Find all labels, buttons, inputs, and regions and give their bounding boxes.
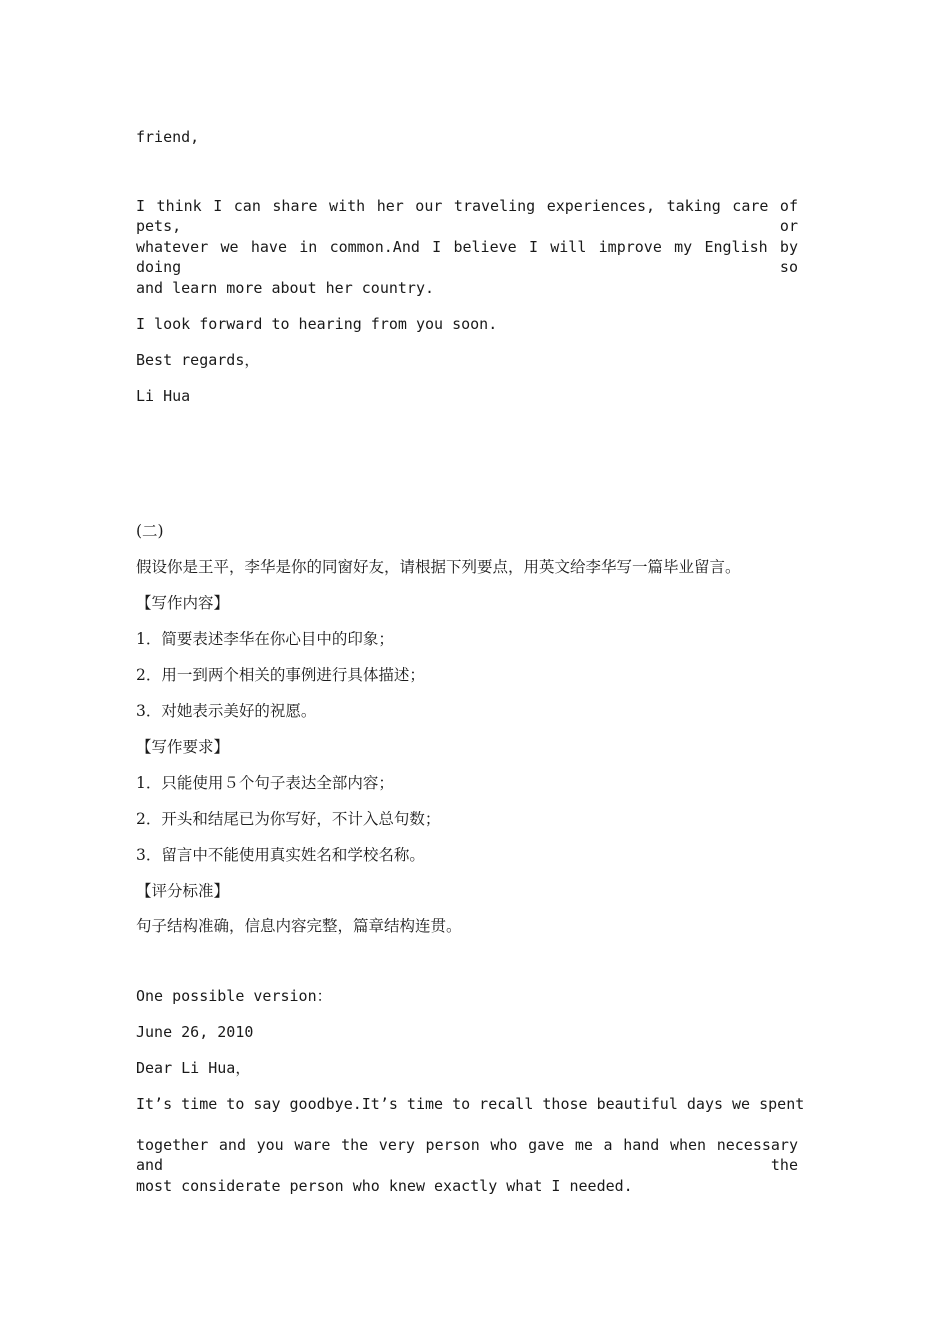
letter-greeting: Dear Li Hua， — [136, 1059, 251, 1077]
content-item: 2．用一到两个相关的事例进行具体描述； — [136, 666, 425, 684]
content-item: 3．对她表示美好的祝愿。 — [136, 702, 317, 720]
letter-date: June 26, 2010 — [136, 1023, 254, 1041]
grading-text: 句子结构准确，信息内容完整，篇章结构连贯。 — [136, 917, 462, 935]
letter-paragraph-line: I think I can share with her our traveling experiences, taking care of pets, or — [136, 197, 798, 235]
requirements-heading: 【写作要求】 — [136, 738, 230, 756]
content-heading: 【写作内容】 — [136, 594, 230, 612]
requirement-item: 3．留言中不能使用真实姓名和学校名称。 — [136, 846, 425, 864]
task-prompt: 假设你是王平，李华是你的同窗好友，请根据下列要点，用英文给李华写一篇毕业留言。 — [136, 558, 741, 576]
letter-signature: Li Hua — [136, 387, 191, 405]
letter-paragraph-line: It’s time to say goodbye.It’s time to recall those beautiful days we spent — [136, 1095, 805, 1113]
content-item: 1．简要表述李华在你心目中的印象； — [136, 630, 394, 648]
grading-heading: 【评分标准】 — [136, 882, 230, 900]
letter-paragraph-line: whatever we have in common.And I believe I will improve my English by doing so — [136, 238, 798, 276]
section-number: (二) — [136, 522, 164, 540]
requirement-item: 1．只能使用５个句子表达全部内容； — [136, 774, 394, 792]
letter-fragment-friend: friend, — [136, 128, 200, 146]
requirement-item: 2．开头和结尾已为你写好，不计入总句数； — [136, 810, 441, 828]
letter-closing-line: I look forward to hearing from you soon. — [136, 315, 498, 333]
letter-paragraph-line: together and you ware the very person who gave me a hand when necessary and the — [136, 1136, 798, 1174]
letter-paragraph-line: and learn more about her country. — [136, 279, 435, 297]
sample-intro: One possible version： — [136, 987, 332, 1005]
letter-regards: Best regards， — [136, 351, 260, 369]
letter-paragraph-line: most considerate person who knew exactly what I needed. — [136, 1177, 633, 1195]
